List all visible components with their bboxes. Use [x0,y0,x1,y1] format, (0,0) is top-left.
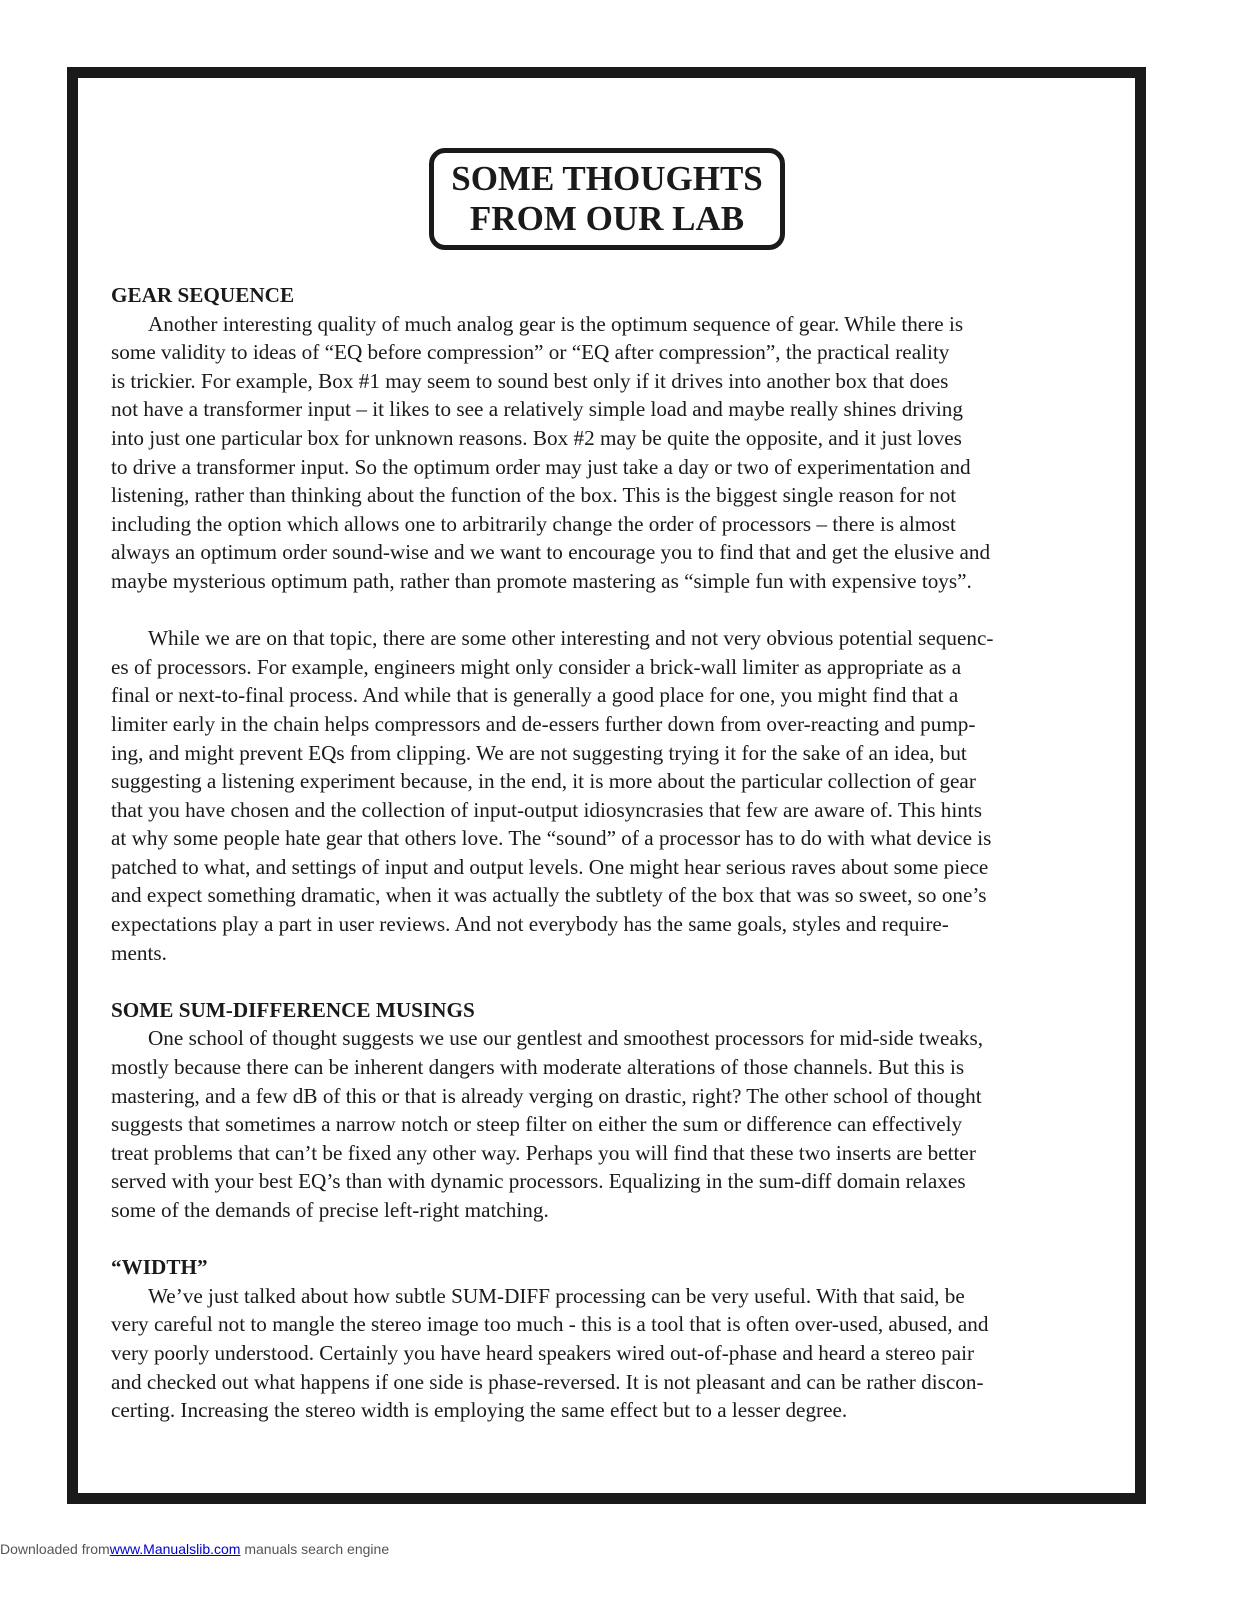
text-line: suggests that sometimes a narrow notch or steep filter on either the sum or difference can effectively [111,1112,963,1137]
text-line: One school of thought suggests we use our gentlest and smoothest processors for mid-side tweaks, [148,1026,984,1051]
text-line: very careful not to mangle the stereo image too much - this is a tool that is often over-used, abused, and [111,1312,989,1337]
text-line: mostly because there can be inherent dangers with moderate alterations of those channels. But this is [111,1055,965,1080]
text-line: not have a transformer input – it likes to see a relatively simple load and maybe really shines driving [111,397,963,422]
text-line: is trickier. For example, Box #1 may seem to sound best only if it drives into another box that does [111,368,949,393]
text-line: served with your best EQ’s than with dynamic processors. Equalizing in the sum-diff domain relaxes [111,1169,966,1194]
paragraph [111,1282,1111,1425]
text-line: into just one particular box for unknown reasons. Box #2 may be quite the opposite, and it just loves [111,425,962,450]
paragraph [111,1024,1111,1224]
text-line: mastering, and a few dB of this or that is already verging on drastic, right? The other school of thought [111,1083,982,1108]
paragraph [111,310,1111,596]
text-line: very poorly understood. Certainly you have heard speakers wired out-of-phase and heard a stereo pair [111,1340,975,1365]
download-footer [0,1541,389,1557]
paragraph-gap [111,1225,1111,1254]
footer-prefix: Downloaded from [0,1541,110,1557]
text-line: patched to what, and settings of input and output levels. One might hear serious raves about some piece [111,854,989,879]
text-line: including the option which allows one to arbitrarily change the order of processors – there is almost [111,511,956,536]
section-heading-sum-difference: SOME SUM-DIFFERENCE MUSINGS [111,997,475,1022]
text-line: limiter early in the chain helps compressors and de-essers further down from over-reacting and pump- [111,711,976,736]
text-line: at why some people hate gear that others love. The “sound” of a processor has to do with what device is [111,826,992,851]
text-line: listening, rather than thinking about the function of the box. This is the biggest single reason for not [111,483,957,508]
page-title-line-2: FROM OUR LAB [469,199,745,238]
text-line: We’ve just talked about how subtle SUM-DIFF processing can be very useful. With that said, be [148,1283,965,1308]
text-line: ments. [111,940,167,965]
text-line: suggesting a listening experiment because, in the end, it is more about the particular collection of gear [111,769,976,794]
text-line: to drive a transformer input. So the optimum order may just take a day or two of experimentation and [111,454,971,479]
page-title-line-1: SOME THOUGHTS [451,159,763,198]
manualslib-link[interactable]: www.Manualslib.com [109,1541,241,1557]
text-line: expectations play a part in user reviews. And not everybody has the same goals, styles and require- [111,912,949,937]
text-line: and expect something dramatic, when it was actually the subtlety of the box that was so sweet, so one’s [111,883,987,908]
text-line: that you have chosen and the collection of input-output idiosyncrasies that few are aware of. This hints [111,797,982,822]
section-heading-gear-sequence: GEAR SEQUENCE [111,283,295,307]
text-line: maybe mysterious optimum path, rather than promote mastering as “simple fun with expensive toys”. [111,568,972,593]
paragraph [111,624,1111,967]
title-box [429,148,785,250]
text-line: While we are on that topic, there are some other interesting and not very obvious potential sequenc- [148,626,994,651]
text-line: and checked out what happens if one side is phase-reversed. It is not pleasant and can be rather discon- [111,1369,984,1394]
paragraph-gap [111,596,1111,625]
section-heading-width: “WIDTH” [111,1255,208,1280]
text-line: es of processors. For example, engineers might only consider a brick-wall limiter as appropriate as a [111,654,962,679]
text-line: Another interesting quality of much analog gear is the optimum sequence of gear. While there is [148,311,964,336]
footer-suffix: manuals search engine [240,1541,390,1557]
article-body [111,281,1111,1425]
text-line: ing, and might prevent EQs from clipping. We are not suggesting trying it for the sake of an idea, but [111,740,967,765]
text-line: final or next-to-final process. And while that is generally a good place for one, you might find that a [111,683,959,708]
text-line: certing. Increasing the stereo width is employing the same effect but to a lesser degree. [111,1398,848,1423]
text-line: some of the demands of precise left-right matching. [111,1198,549,1222]
text-line: treat problems that can’t be fixed any other way. Perhaps you will find that these two inserts are better [111,1140,976,1165]
text-line: some validity to ideas of “EQ before compression” or “EQ after compression”, the practical reality [111,340,950,365]
text-line: always an optimum order sound-wise and we want to encourage you to find that and get the elusive and [111,540,991,565]
paragraph-gap [111,967,1111,996]
